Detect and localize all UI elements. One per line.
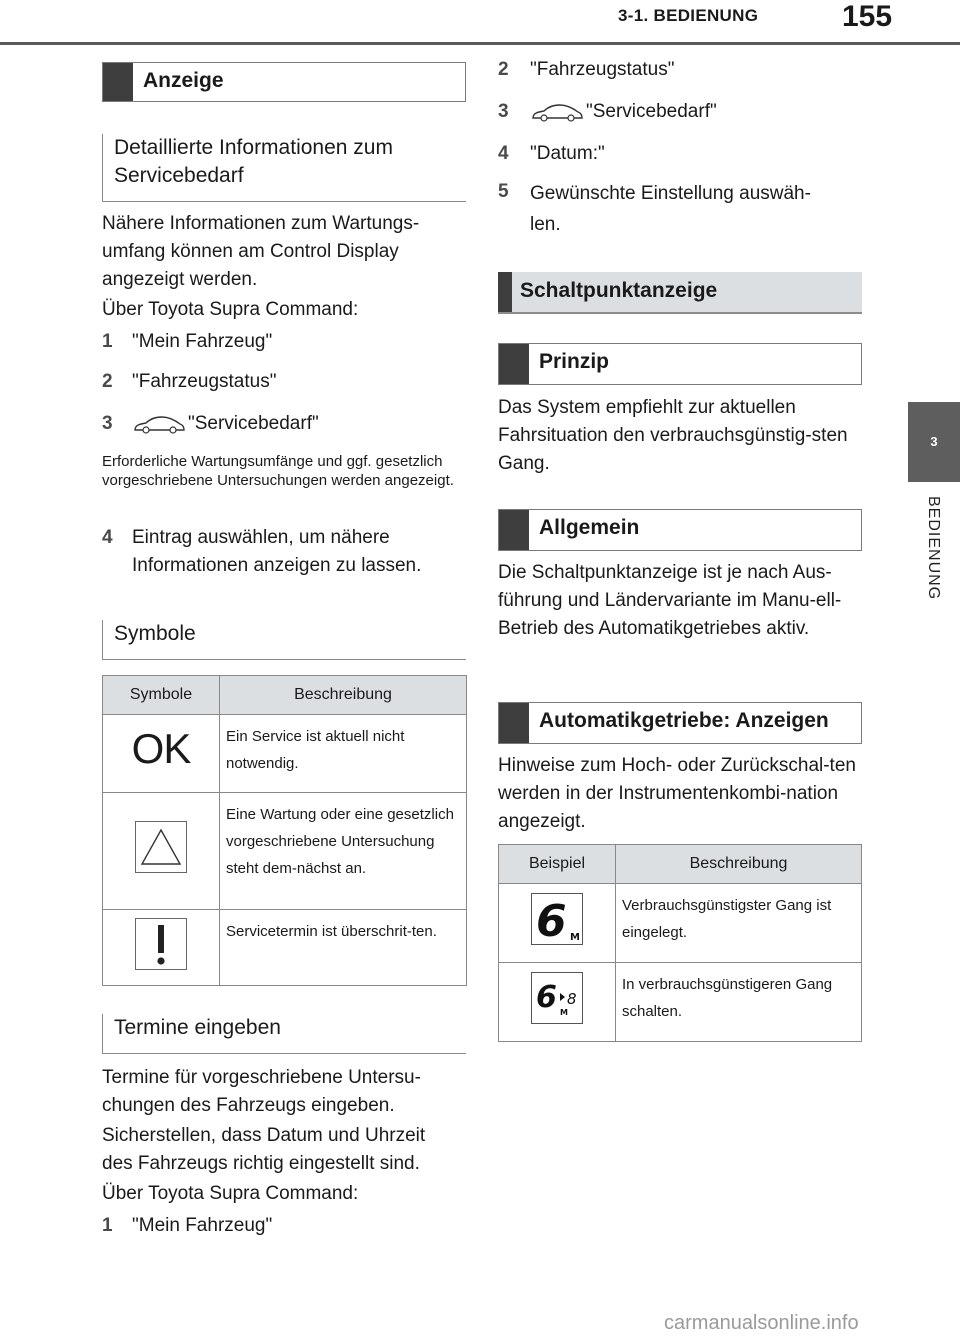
detail-intro: Nähere Informationen zum Wartungs-umfang können am Control Display angezeigt werden. (102, 213, 420, 290)
prinzip-text: Das System empfiehlt zur aktuellen Fahrsituation den verbrauchsgünstig-sten Gang. (498, 397, 848, 474)
row-desc: Servicetermin ist überschrit-ten. (220, 910, 467, 986)
svg-text:M: M (570, 932, 580, 943)
section-anzeige (102, 62, 466, 102)
detail-via: Über Toyota Supra Command: (102, 299, 359, 320)
left-step-1: 1 "Mein Fahrzeug" (102, 331, 273, 352)
subsection-symbole (102, 620, 466, 660)
section-schaltpunkt (498, 272, 862, 314)
svg-text:M: M (560, 1008, 568, 1017)
svg-text:6: 6 (536, 896, 567, 944)
right-step-5: 5 Gewünschte Einstellung auswäh-len. (498, 181, 811, 235)
exclamation-icon (135, 918, 187, 970)
row-desc: Eine Wartung oder eine gesetzlich vorgeschriebene Untersuchung steht dem-nächst an. (220, 793, 467, 910)
subsection-termine-title: Termine eingeben (114, 1016, 281, 1039)
termine-via: Über Toyota Supra Command: (102, 1183, 359, 1204)
gear-table (498, 844, 862, 1042)
section-anzeige-title: Anzeige (143, 69, 224, 92)
col-beispiel: Beispiel (499, 845, 616, 884)
termine-p1: Termine für vorgeschriebene Untersu-chungen des Fahrzeugs eingeben. (102, 1067, 421, 1116)
section-automatik (498, 702, 862, 744)
warning-triangle-icon (135, 821, 187, 873)
left-step-3: 3 "Servicebedarf" (102, 413, 319, 434)
subsection-symbole-title: Symbole (114, 622, 196, 645)
section-allgemein-title: Allgemein (539, 516, 640, 539)
car-icon (132, 413, 186, 435)
section-automatik-title: Automatikgetriebe: Anzeigen (539, 709, 829, 732)
table-row (103, 715, 467, 793)
right-step-3: 3 "Servicebedarf" (498, 101, 717, 122)
car-icon (530, 101, 584, 123)
symbols-table (102, 675, 467, 986)
gear-6-to-8-icon (531, 972, 583, 1024)
table-row (103, 793, 467, 910)
table-row (499, 884, 862, 963)
left-step-2: 2 "Fahrzeugstatus" (102, 371, 277, 392)
section-prinzip-title: Prinzip (539, 350, 610, 373)
col-beschreibung: Beschreibung (616, 845, 862, 884)
right-step-2: 2 "Fahrzeugstatus" (498, 59, 675, 80)
section-allgemein (498, 509, 862, 551)
allgemein-text: Die Schaltpunktanzeige ist je nach Aus-führung und Ländervariante im Manu-ell-Betrieb des Automatikgetriebes aktiv. (498, 562, 842, 639)
watermark: carmanualsonline.info (664, 1312, 859, 1334)
table-header-row (499, 845, 862, 884)
chapter-label: BEDIENUNG (925, 496, 942, 601)
header-rule (0, 42, 960, 45)
svg-text:6: 6 (536, 980, 557, 1015)
gear-6-m-icon (531, 893, 583, 945)
header-section-title: 3-1. BEDIENUNG (618, 6, 759, 25)
termine-p2: Sicherstellen, dass Datum und Uhrzeit des Fahrzeugs richtig eingestellt sind. (102, 1125, 426, 1174)
left-step-4: 4 Eintrag auswählen, um nähere Informationen anzeigen zu lassen. (102, 527, 422, 576)
subsection-detail (102, 134, 466, 202)
row-desc: Ein Service ist aktuell nicht notwendig. (220, 715, 467, 793)
row-desc: In verbrauchsgünstigeren Gang schalten. (616, 963, 862, 1042)
table-header-row (103, 676, 467, 715)
col-symbole: Symbole (103, 676, 220, 715)
subsection-termine (102, 1014, 466, 1054)
row-desc: Verbrauchsgünstigster Gang ist eingelegt. (616, 884, 862, 963)
table-row (103, 910, 467, 986)
right-step-4: 4 "Datum:" (498, 143, 605, 164)
chapter-tab: 3 (908, 402, 960, 482)
automatik-text: Hinweise zum Hoch- oder Zurückschal-ten werden in der Instrumentenkombi-nation angezeigt. (498, 755, 856, 832)
ok-symbol-icon: OK (131, 725, 191, 772)
left-step-last: 1 "Mein Fahrzeug" (102, 1215, 273, 1236)
subsection-detail-title: Detaillierte Informationen zum Servicebedarf (114, 136, 393, 187)
svg-text:8: 8 (567, 990, 577, 1008)
col-beschreibung: Beschreibung (220, 676, 467, 715)
page-number: 155 (842, 0, 893, 33)
section-prinzip (498, 343, 862, 385)
section-schaltpunkt-title: Schaltpunktanzeige (520, 279, 718, 302)
table-row (499, 963, 862, 1042)
detail-note: Erforderliche Wartungsumfänge und ggf. gesetzlich vorgeschriebene Untersuchungen werden angezeigt. (102, 453, 454, 489)
